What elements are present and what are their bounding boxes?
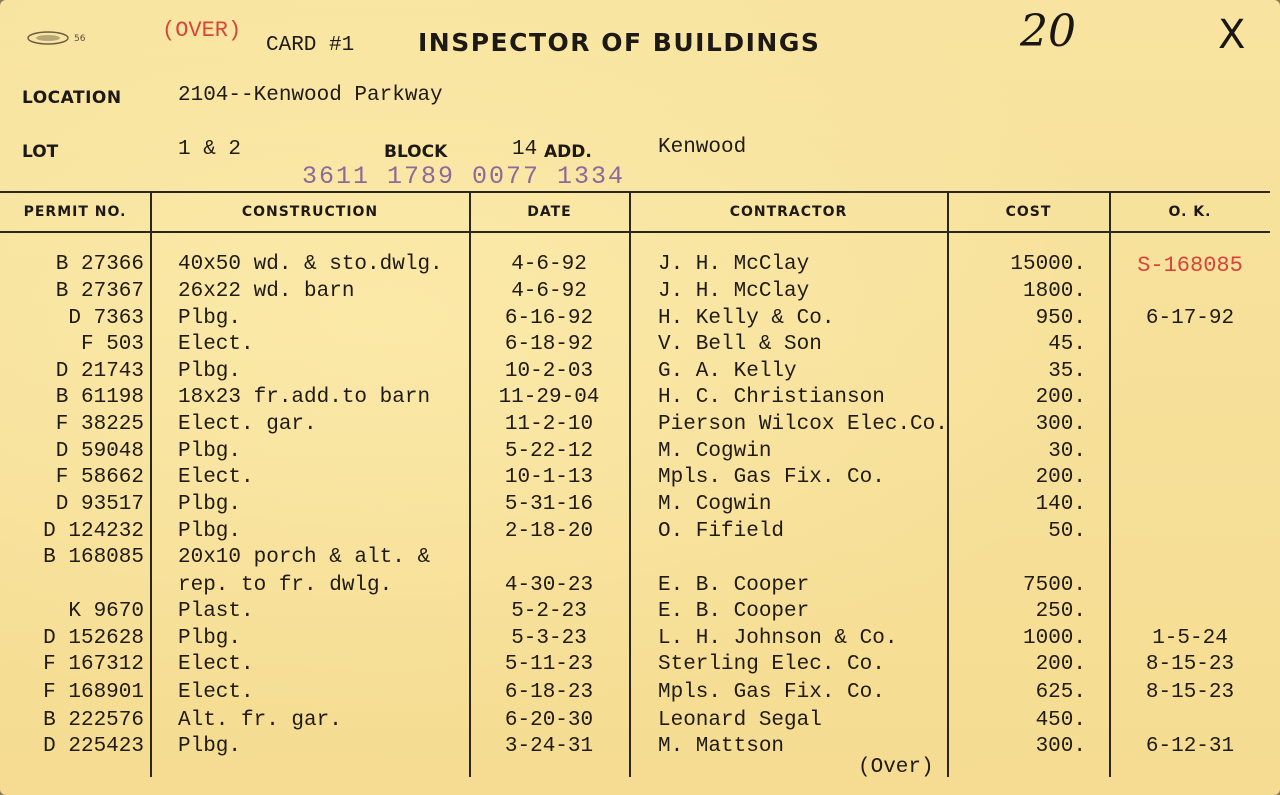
column-header-cost: COST	[1005, 204, 1052, 220]
contractor-cell: M. Cogwin	[658, 440, 772, 463]
date-cell: 10-1-13	[504, 466, 594, 489]
lot-value: 1 & 2	[178, 138, 242, 161]
construction-cell: Plbg.	[178, 627, 242, 650]
contractor-cell: E. B. Cooper	[658, 574, 810, 597]
permit-cell: F 168901	[43, 681, 144, 704]
permit-cell: D 225423	[43, 735, 144, 758]
construction-cell: Alt. fr. gar.	[178, 709, 342, 732]
date-cell: 6-18-23	[504, 681, 594, 704]
over-stamp: (OVER)	[162, 18, 242, 43]
date-cell: 4-6-92	[511, 280, 587, 303]
permit-cell: F 167312	[43, 653, 144, 676]
date-cell: 11-2-10	[504, 413, 594, 436]
permit-cell: D 93517	[55, 493, 144, 516]
contractor-cell: Mpls. Gas Fix. Co.	[658, 681, 885, 704]
table-row	[0, 520, 1280, 546]
printer-stamp-number: 56	[74, 34, 86, 44]
contractor-cell: H. Kelly & Co.	[658, 307, 835, 330]
table-row	[0, 440, 1280, 466]
ok-cell: 1-5-24	[1152, 627, 1228, 650]
add-label: ADD.	[544, 142, 592, 162]
permit-cell: D 59048	[55, 440, 144, 463]
cost-cell: 200.	[1035, 653, 1086, 676]
column-header-ok: O. K.	[1168, 204, 1212, 220]
lot-label: LOT	[22, 142, 59, 162]
ok-cell: 8-15-23	[1145, 681, 1235, 704]
ok-cell: 8-15-23	[1145, 653, 1235, 676]
parcel-number-stamp: 3611 1789 0077 1334	[302, 162, 626, 191]
table-row	[0, 466, 1280, 492]
table-row	[0, 600, 1280, 626]
table-row	[0, 709, 1280, 735]
cost-cell: 50.	[1048, 520, 1086, 543]
add-value: Kenwood	[658, 136, 747, 159]
construction-cell: Elect. gar.	[178, 413, 317, 436]
table-row	[0, 574, 1280, 600]
construction-cell: Plast.	[178, 600, 254, 623]
table-row	[0, 735, 1280, 761]
date-cell: 10-2-03	[504, 360, 594, 383]
table-row	[0, 546, 1280, 572]
column-header-contractor: CONTRACTOR	[729, 204, 848, 220]
table-top-rule	[0, 191, 1270, 193]
date-cell: 11-29-04	[498, 386, 600, 409]
date-cell: 3-24-31	[504, 735, 594, 758]
permit-cell: B 168085	[43, 546, 144, 569]
date-cell: 5-3-23	[511, 627, 587, 650]
cost-cell: 450.	[1035, 709, 1086, 732]
cost-cell: 950.	[1035, 307, 1086, 330]
permit-cell: B 27367	[55, 280, 144, 303]
construction-cell: Plbg.	[178, 307, 242, 330]
table-row	[0, 386, 1280, 412]
cost-cell: 300.	[1035, 413, 1086, 436]
block-label: BLOCK	[384, 142, 448, 162]
cost-cell: 1000.	[1022, 627, 1086, 650]
permit-cell: F 503	[80, 333, 144, 356]
permit-cell: D 152628	[43, 627, 144, 650]
construction-cell: Elect.	[178, 653, 254, 676]
cost-cell: 35.	[1048, 360, 1086, 383]
card-number-label: CARD #1	[266, 34, 355, 57]
contractor-cell: Sterling Elec. Co.	[658, 653, 885, 676]
ok-cell: 6-12-31	[1145, 735, 1235, 758]
contractor-cell: O. Fifield	[658, 520, 785, 543]
construction-cell: Elect.	[178, 333, 254, 356]
contractor-cell: J. H. McClay	[658, 280, 810, 303]
construction-cell: 18x23 fr.add.to barn	[178, 386, 431, 409]
contractor-cell: M. Mattson	[658, 735, 785, 758]
cost-cell: 250.	[1035, 600, 1086, 623]
cost-cell: 7500.	[1022, 574, 1086, 597]
cost-cell: 45.	[1048, 333, 1086, 356]
construction-cell: 26x22 wd. barn	[178, 280, 355, 303]
column-header-date: DATE	[527, 204, 572, 220]
construction-cell: Plbg.	[178, 493, 242, 516]
cost-cell: 30.	[1048, 440, 1086, 463]
date-cell: 6-16-92	[504, 307, 594, 330]
printer-logo-icon	[26, 30, 70, 51]
page-title: INSPECTOR OF BUILDINGS	[418, 28, 821, 57]
date-cell: 4-6-92	[511, 253, 587, 276]
cost-cell: 300.	[1035, 735, 1086, 758]
table-row	[0, 333, 1280, 359]
handwritten-x-mark: X	[1218, 12, 1246, 58]
construction-cell: Plbg.	[178, 520, 242, 543]
table-row	[0, 280, 1280, 306]
contractor-cell: J. H. McClay	[658, 253, 810, 276]
permit-cell: F 58662	[55, 466, 144, 489]
header-bottom-rule	[0, 231, 1270, 233]
contractor-cell: M. Cogwin	[658, 493, 772, 516]
contractor-cell: G. A. Kelly	[658, 360, 797, 383]
date-cell: 6-18-92	[504, 333, 594, 356]
cost-cell: 625.	[1035, 681, 1086, 704]
construction-cell: 20x10 porch & alt. &	[178, 546, 431, 569]
table-row	[0, 413, 1280, 439]
cost-cell: 140.	[1035, 493, 1086, 516]
construction-cell: rep. to fr. dwlg.	[178, 574, 393, 597]
location-value: 2104--Kenwood Parkway	[178, 84, 443, 107]
permit-cell: B 27366	[55, 253, 144, 276]
permit-cell: D 124232	[43, 520, 144, 543]
table-row	[0, 627, 1280, 653]
date-cell: 5-31-16	[504, 493, 594, 516]
date-cell: 5-11-23	[504, 653, 594, 676]
date-cell: 6-20-30	[504, 709, 594, 732]
contractor-cell: Leonard Segal	[658, 709, 822, 732]
construction-cell: Elect.	[178, 681, 254, 704]
permit-cell: D 7363	[68, 307, 144, 330]
column-header-construction: CONSTRUCTION	[241, 204, 379, 220]
construction-cell: Plbg.	[178, 735, 242, 758]
cost-cell: 200.	[1035, 466, 1086, 489]
contractor-cell: Pierson Wilcox Elec.Co.	[658, 413, 948, 436]
construction-cell: Plbg.	[178, 440, 242, 463]
over-note: (Over)	[858, 756, 934, 779]
contractor-cell: E. B. Cooper	[658, 600, 810, 623]
ok-cell: S-168085	[1137, 253, 1243, 278]
table-row	[0, 360, 1280, 386]
permit-cell: F 38225	[55, 413, 144, 436]
contractor-cell: Mpls. Gas Fix. Co.	[658, 466, 885, 489]
permit-cell: B 222576	[43, 709, 144, 732]
table-row	[0, 307, 1280, 333]
construction-cell: Elect.	[178, 466, 254, 489]
table-row	[0, 253, 1280, 279]
contractor-cell: H. C. Christianson	[658, 386, 885, 409]
table-row	[0, 493, 1280, 519]
table-row	[0, 653, 1280, 679]
column-header-permit: PERMIT NO.	[23, 204, 127, 220]
date-cell: 4-30-23	[504, 574, 594, 597]
table-row	[0, 681, 1280, 707]
location-label: LOCATION	[22, 88, 122, 108]
contractor-cell: V. Bell & Son	[658, 333, 822, 356]
ok-cell: 6-17-92	[1145, 307, 1235, 330]
date-cell: 5-22-12	[504, 440, 594, 463]
permit-cell: B 61198	[55, 386, 144, 409]
handwritten-number: 20	[1020, 6, 1076, 57]
cost-cell: 200.	[1035, 386, 1086, 409]
permit-cell: K 9670	[68, 600, 144, 623]
contractor-cell: L. H. Johnson & Co.	[658, 627, 898, 650]
construction-cell: Plbg.	[178, 360, 242, 383]
date-cell: 5-2-23	[511, 600, 587, 623]
block-value: 14	[512, 138, 538, 161]
date-cell: 2-18-20	[504, 520, 594, 543]
permit-cell: D 21743	[55, 360, 144, 383]
construction-cell: 40x50 wd. & sto.dwlg.	[178, 253, 443, 276]
cost-cell: 1800.	[1022, 280, 1086, 303]
cost-cell: 15000.	[1010, 253, 1086, 276]
